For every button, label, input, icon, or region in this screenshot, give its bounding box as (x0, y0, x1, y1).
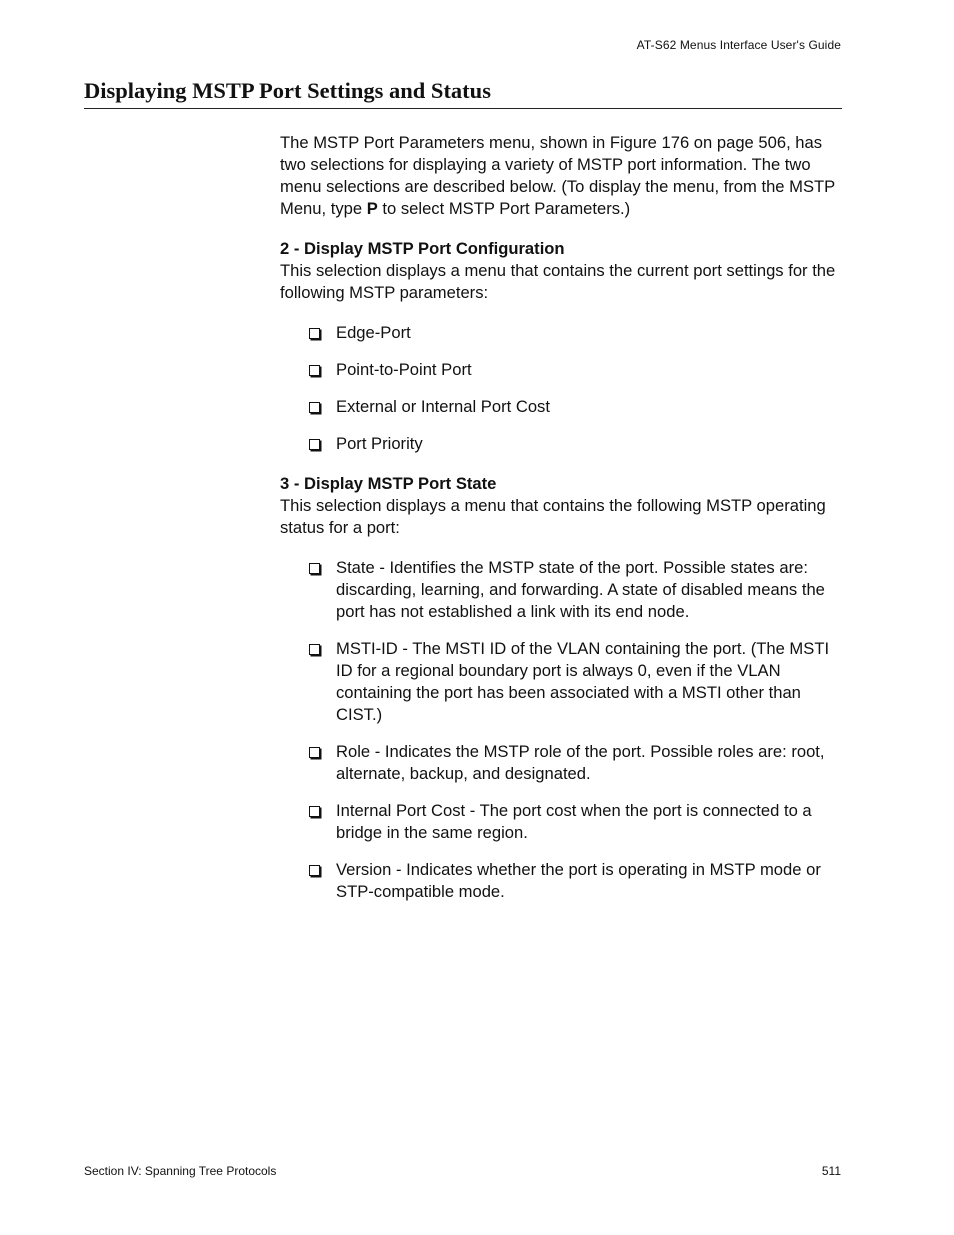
state-heading: 3 - Display MSTP Port State (280, 474, 497, 493)
checkbox-bullet-icon (309, 644, 320, 655)
list-item (280, 359, 842, 381)
list-item-text: Port Priority (336, 434, 423, 453)
list-item-text: Point-to-Point Port (336, 360, 472, 379)
state-status-list (280, 557, 842, 903)
intro-key-letter: P (366, 199, 378, 218)
section-title: Displaying MSTP Port Settings and Status (84, 78, 842, 109)
config-parameter-list (280, 322, 842, 455)
footer-page-number: 511 (821, 1164, 841, 1178)
list-item (280, 859, 842, 903)
list-item-text: MSTI-ID - The MSTI ID of the VLAN containing the port. (The MSTI ID for a regional boundary port is always 0, even if the VLAN containing the port has been associated with a MSTI other than CIST.) (336, 639, 830, 724)
list-item-text: Version - Indicates whether the port is operating in MSTP mode or STP-compatible mode. (336, 860, 821, 901)
list-item (280, 322, 842, 344)
intro-paragraph (280, 132, 842, 220)
checkbox-bullet-icon (309, 439, 320, 450)
checkbox-bullet-icon (309, 365, 320, 376)
intro-text-part1: The MSTP Port Parameters menu, shown in Figure 176 on page 506, has two selections for displaying a variety of MSTP port information. The two menu selections are described below. (To display the menu, from the MSTP Menu, type (280, 133, 835, 218)
checkbox-bullet-icon (309, 806, 320, 817)
list-item (280, 638, 842, 726)
main-content (280, 132, 842, 921)
running-header: AT-S62 Menus Interface User's Guide (636, 38, 841, 52)
list-item (280, 800, 842, 844)
list-item (280, 557, 842, 623)
list-item-text: Edge-Port (336, 323, 411, 342)
config-description: This selection displays a menu that contains the current port settings for the following MSTP parameters: (280, 261, 836, 302)
list-item-text: Internal Port Cost - The port cost when the port is connected to a bridge in the same region. (336, 801, 812, 842)
footer-section-label: Section IV: Spanning Tree Protocols (84, 1164, 277, 1178)
checkbox-bullet-icon (309, 402, 320, 413)
checkbox-bullet-icon (309, 563, 320, 574)
list-item-text: External or Internal Port Cost (336, 397, 550, 416)
checkbox-bullet-icon (309, 747, 320, 758)
list-item-text: State - Identifies the MSTP state of the port. Possible states are: discarding, learning, and forwarding. A state of disabled means the port has not established a link with its end node. (336, 558, 825, 621)
list-item (280, 396, 842, 418)
list-item (280, 741, 842, 785)
checkbox-bullet-icon (309, 328, 320, 339)
config-heading: 2 - Display MSTP Port Configuration (280, 239, 565, 258)
checkbox-bullet-icon (309, 865, 320, 876)
intro-text-part2: to select MSTP Port Parameters.) (377, 199, 631, 218)
list-item-text: Role - Indicates the MSTP role of the port. Possible roles are: root, alternate, backup, and designated. (336, 742, 825, 783)
state-description: This selection displays a menu that contains the following MSTP operating status for a port: (280, 496, 826, 537)
list-item (280, 433, 842, 455)
